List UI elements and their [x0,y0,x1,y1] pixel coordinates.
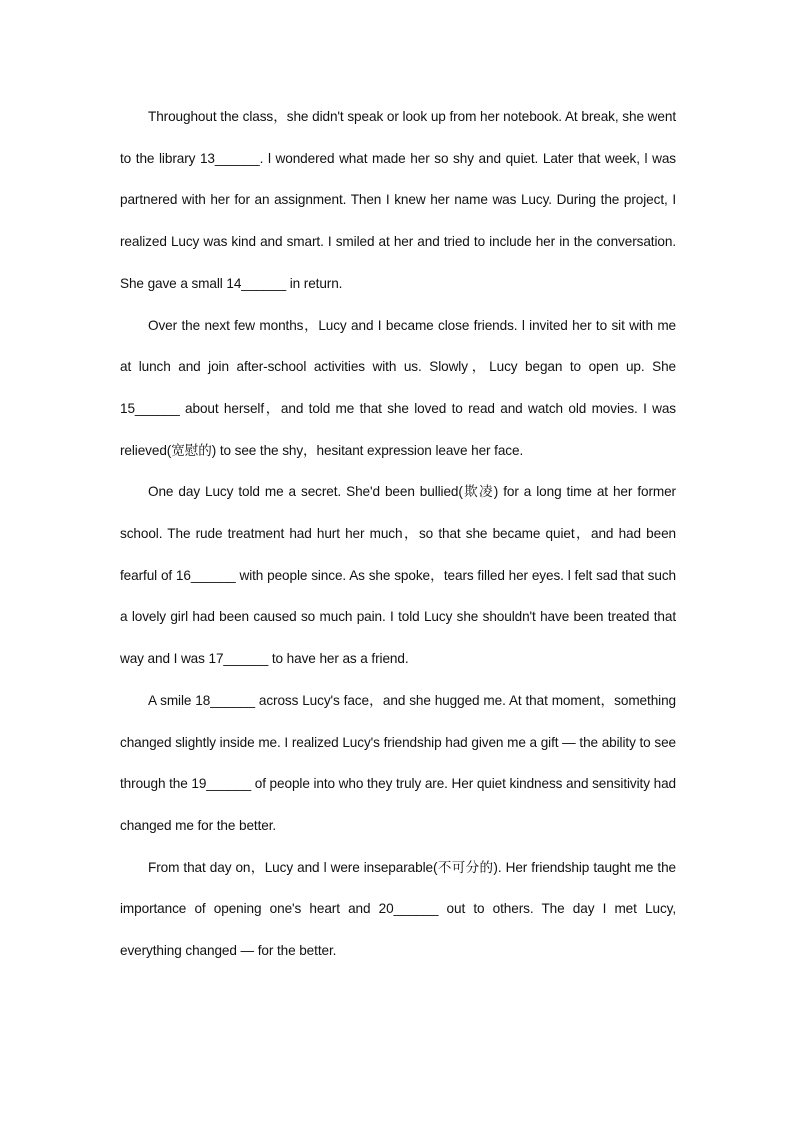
paragraph-4: A smile 18______ across Lucy's face，and she hugged me. At that moment，something changed slightly inside me. I realized Lucy's friendship had given me a gift — the ability to see through the 19______ of people into who they truly are. Her quiet kindness and sensitivity had changed me for the better. [120,692,676,833]
paragraph-1: Throughout the class，she didn't speak or look up from her notebook. At break, she went to the library 13______. l wondered what made her so shy and quiet. Later that week, l was partnered with her for an assignment. Then I knew her name was Lucy. During the project, I realized Lucy was kind and smart. I smiled at her and tried to include her in the conversation. She gave a small 14______ in return. [120,109,676,291]
paragraph-3: One day Lucy told me a secret. She'd been bullied(欺凌) for a long time at her former school. The rude treatment had hurt her much，so that she became quiet，and had been fearful of 16______ with people since. As she spoke，tears filled her eyes. l felt sad that such a lovely girl had been caused so much pain. I told Lucy she shouldn't have been treated that way and I was 17______ to have her as a friend. [120,484,676,667]
paragraph-2: Over the next few months，Lucy and I became close friends. l invited her to sit with me at lunch and join after-school activities with us. Slowly，Lucy began to open up. She 15______ about herself，and told me that she loved to read and watch old movies. I was relieved(宽慰的) to see the shy，hesitant expression leave her face. [120,317,676,458]
passage-body [120,96,676,972]
paragraph-5: From that day on，Lucy and l were inseparable(不可分的). Her friendship taught me the importance of opening one's heart and 20______ out to others. The day I met Lucy, everything changed — for the better. [120,859,676,959]
